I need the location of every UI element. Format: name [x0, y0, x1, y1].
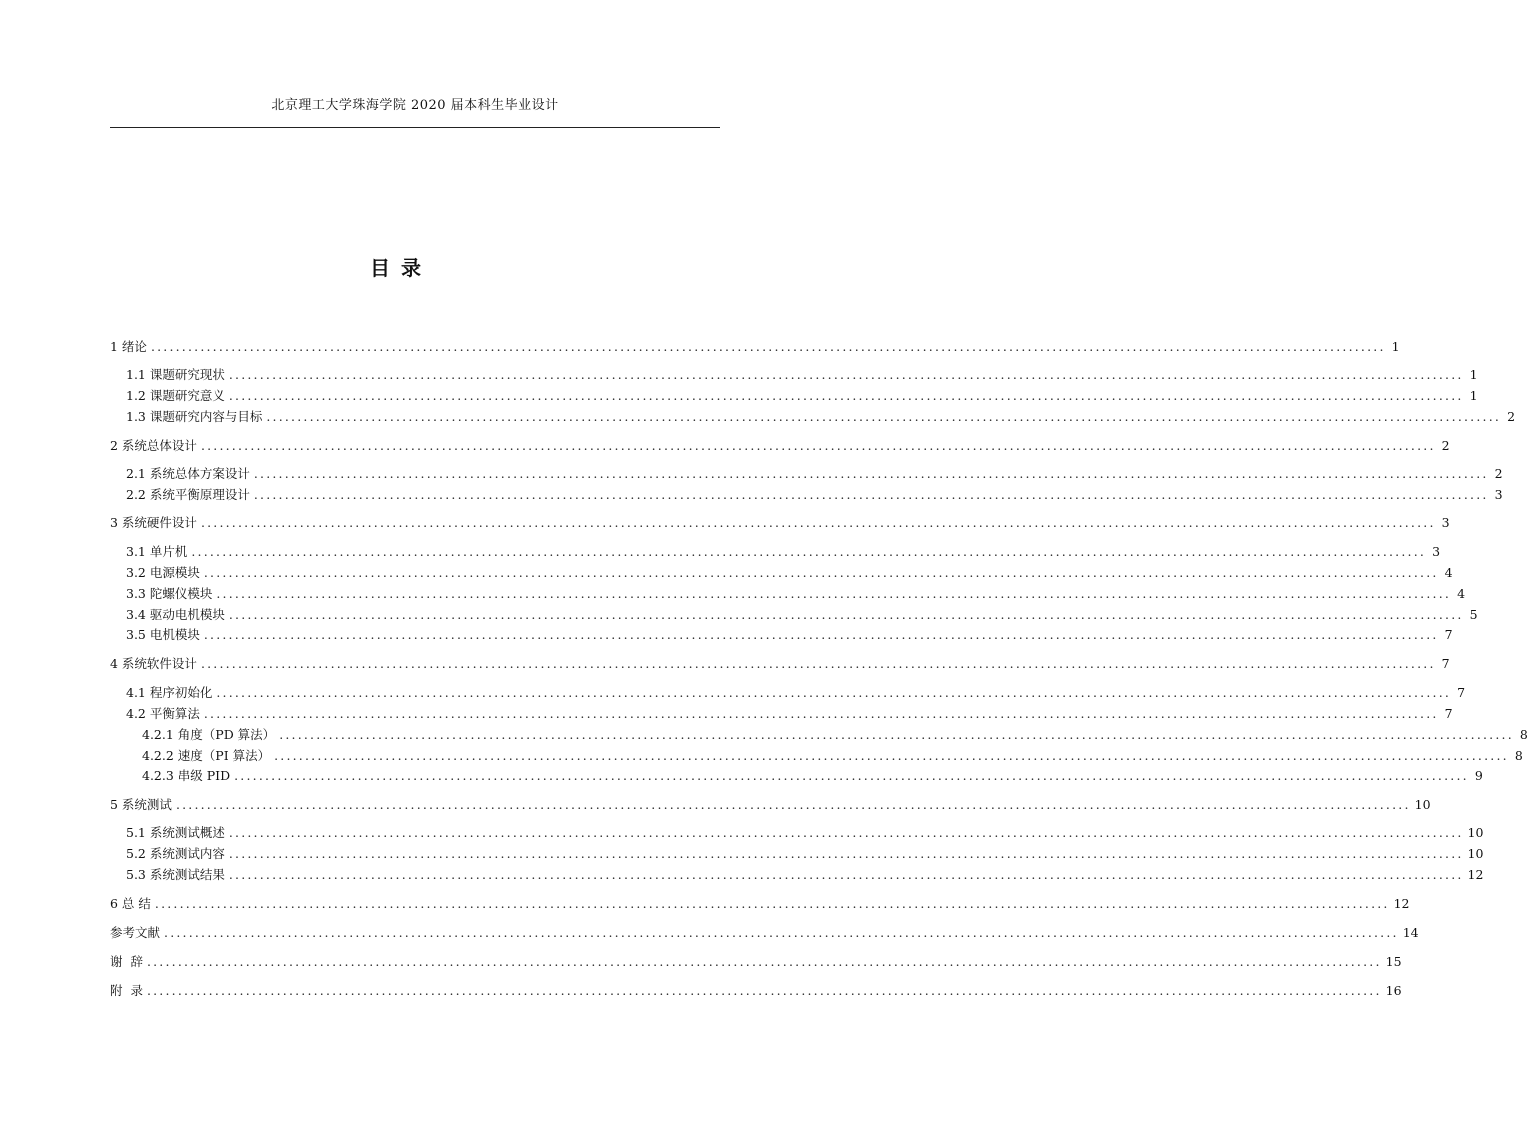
toc-entry-page-number: 10 [1414, 797, 1431, 812]
toc-entry-page-number: 5 [1469, 607, 1478, 622]
toc-leader-dots: ........................................................................................................................................................................................................ [234, 768, 1469, 783]
toc-entry[interactable] [110, 796, 1431, 814]
toc-entry-page-number: 2 [1507, 409, 1516, 424]
toc-entry-label: 3.4 驱动电机模块 [126, 607, 225, 622]
toc-entry-label: 4.2.3 串级 PID [142, 768, 231, 783]
toc-entry-label: 4.2.2 速度（PI 算法） [142, 748, 271, 763]
toc-entry-label: 1 绪论 [110, 339, 147, 354]
toc-entry-label: 4.2 平衡算法 [126, 706, 200, 721]
toc-leader-dots: ........................................................................................................................................................................................................ [203, 706, 1439, 721]
toc-entry-page-number: 7 [1444, 706, 1453, 721]
toc-entry-label: 4.1 程序初始化 [126, 685, 213, 700]
toc-leader-dots: ........................................................................................................................................................................................................ [216, 685, 1452, 700]
toc-leader-dots: ........................................................................................................................................................................................................ [200, 656, 1436, 671]
toc-entry-page-number: 3 [1432, 544, 1441, 559]
toc-leader-dots: ........................................................................................................................................................................................................ [146, 983, 1382, 998]
toc-entry-page-number: 7 [1457, 685, 1466, 700]
toc-leader-dots: ........................................................................................................................................................................................................ [216, 586, 1452, 601]
toc-entry-label: 3.5 电机模块 [126, 627, 200, 642]
toc-entry[interactable] [126, 564, 1453, 582]
toc-entry-page-number: 7 [1441, 656, 1450, 671]
toc-entry-label: 6 总 结 [110, 896, 151, 911]
toc-leader-dots: ........................................................................................................................................................................................................ [175, 797, 1411, 812]
toc-entry-page-number: 8 [1519, 727, 1528, 742]
toc-leader-dots: ........................................................................................................................................................................................................ [228, 846, 1464, 861]
toc-entry-page-number: 10 [1467, 846, 1484, 861]
toc-leader-dots: ........................................................................................................................................................................................................ [150, 339, 1386, 354]
toc-title: 目 录 [370, 256, 423, 280]
toc-leader-dots: ........................................................................................................................................................................................................ [203, 565, 1439, 580]
toc-entry-label: 1.3 课题研究内容与目标 [126, 409, 263, 424]
toc-entry[interactable] [110, 514, 1450, 532]
toc-entry-label: 2.2 系统平衡原理设计 [126, 487, 250, 502]
toc-entry[interactable] [110, 655, 1450, 673]
toc-entry[interactable] [142, 726, 1528, 744]
toc-entry-page-number: 4 [1444, 565, 1453, 580]
toc-entry-label: 3.1 单片机 [126, 544, 188, 559]
toc-entry-page-number: 3 [1494, 487, 1503, 502]
toc-entry[interactable] [126, 626, 1453, 644]
toc-entry-page-number: 1 [1469, 367, 1478, 382]
toc-leader-dots: ........................................................................................................................................................................................................ [228, 825, 1464, 840]
toc-entry-label: 附 录 [110, 983, 143, 998]
toc-entry[interactable] [142, 747, 1523, 765]
toc-entry[interactable] [110, 895, 1410, 913]
header-rule [110, 127, 720, 128]
toc-entry-page-number: 14 [1402, 925, 1419, 940]
toc-entry[interactable] [126, 824, 1484, 842]
page-header: 北京理工大学珠海学院 2020 届本科生毕业设计 [271, 98, 559, 113]
toc-leader-dots: ........................................................................................................................................................................................................ [191, 544, 1427, 559]
toc-leader-dots: ........................................................................................................................................................................................................ [253, 487, 1489, 502]
toc-leader-dots: ........................................................................................................................................................................................................ [228, 607, 1464, 622]
toc-entry-page-number: 2 [1441, 438, 1450, 453]
toc-entry[interactable] [126, 408, 1516, 426]
toc-leader-dots: ........................................................................................................................................................................................................ [228, 867, 1464, 882]
toc-entry[interactable] [126, 705, 1453, 723]
toc-entry-label: 5.1 系统测试概述 [126, 825, 225, 840]
toc-leader-dots: ........................................................................................................................................................................................................ [200, 438, 1436, 453]
toc-entry-page-number: 4 [1457, 586, 1466, 601]
toc-entry-page-number: 16 [1385, 983, 1402, 998]
toc-leader-dots: ........................................................................................................................................................................................................ [253, 466, 1489, 481]
toc-entry[interactable] [126, 866, 1484, 884]
toc-entry[interactable] [110, 924, 1419, 942]
toc-entry-label: 2.1 系统总体方案设计 [126, 466, 250, 481]
toc-entry-page-number: 1 [1391, 339, 1400, 354]
toc-entry-page-number: 3 [1441, 515, 1450, 530]
toc-entry[interactable] [142, 767, 1483, 785]
toc-entry-label: 3 系统硬件设计 [110, 515, 197, 530]
toc-entry-page-number: 9 [1474, 768, 1483, 783]
toc-leader-dots: ........................................................................................................................................................................................................ [200, 515, 1436, 530]
toc-entry-label: 4 系统软件设计 [110, 656, 197, 671]
toc-leader-dots: ........................................................................................................................................................................................................ [203, 627, 1439, 642]
toc-entry[interactable] [110, 982, 1402, 1000]
toc-entry-label: 谢 辞 [110, 954, 143, 969]
toc-entry-label: 3.2 电源模块 [126, 565, 200, 580]
toc-entry[interactable] [126, 845, 1484, 863]
toc-entry[interactable] [126, 543, 1441, 561]
toc-entry[interactable] [126, 366, 1478, 384]
toc-entry-label: 1.1 课题研究现状 [126, 367, 225, 382]
toc-entry-page-number: 7 [1444, 627, 1453, 642]
toc-entry-label: 5.2 系统测试内容 [126, 846, 225, 861]
toc-entry[interactable] [110, 338, 1400, 356]
toc-entry-page-number: 8 [1514, 748, 1523, 763]
toc-entry[interactable] [126, 387, 1478, 405]
toc-leader-dots: ........................................................................................................................................................................................................ [228, 388, 1464, 403]
toc-leader-dots: ........................................................................................................................................................................................................ [279, 727, 1514, 742]
toc-entry[interactable] [126, 585, 1466, 603]
toc-entry-label: 4.2.1 角度（PD 算法） [142, 727, 276, 742]
toc-leader-dots: ........................................................................................................................................................................................................ [154, 896, 1390, 911]
toc-entry-page-number: 12 [1467, 867, 1484, 882]
toc-entry-page-number: 15 [1385, 954, 1402, 969]
toc-entry[interactable] [110, 953, 1402, 971]
toc-entry[interactable] [126, 465, 1503, 483]
toc-entry-page-number: 12 [1393, 896, 1410, 911]
toc-leader-dots: ........................................................................................................................................................................................................ [146, 954, 1382, 969]
toc-entry-label: 5.3 系统测试结果 [126, 867, 225, 882]
toc-leader-dots: ........................................................................................................................................................................................................ [274, 748, 1509, 763]
toc-entry[interactable] [126, 486, 1503, 504]
toc-entry-label: 参考文献 [110, 925, 161, 940]
toc-entry-label: 5 系统测试 [110, 797, 172, 812]
toc-entry-page-number: 1 [1469, 388, 1478, 403]
toc-leader-dots: ........................................................................................................................................................................................................ [164, 925, 1399, 940]
toc-entry-page-number: 10 [1467, 825, 1484, 840]
toc-entry[interactable] [126, 684, 1466, 702]
toc-entry[interactable] [110, 437, 1450, 455]
toc-entry[interactable] [126, 606, 1478, 624]
toc-entry-label: 3.3 陀螺仪模块 [126, 586, 213, 601]
toc-leader-dots: ........................................................................................................................................................................................................ [228, 367, 1464, 382]
toc-leader-dots: ........................................................................................................................................................................................................ [266, 409, 1502, 424]
toc-entry-label: 2 系统总体设计 [110, 438, 197, 453]
toc-entry-page-number: 2 [1494, 466, 1503, 481]
toc-entry-label: 1.2 课题研究意义 [126, 388, 225, 403]
